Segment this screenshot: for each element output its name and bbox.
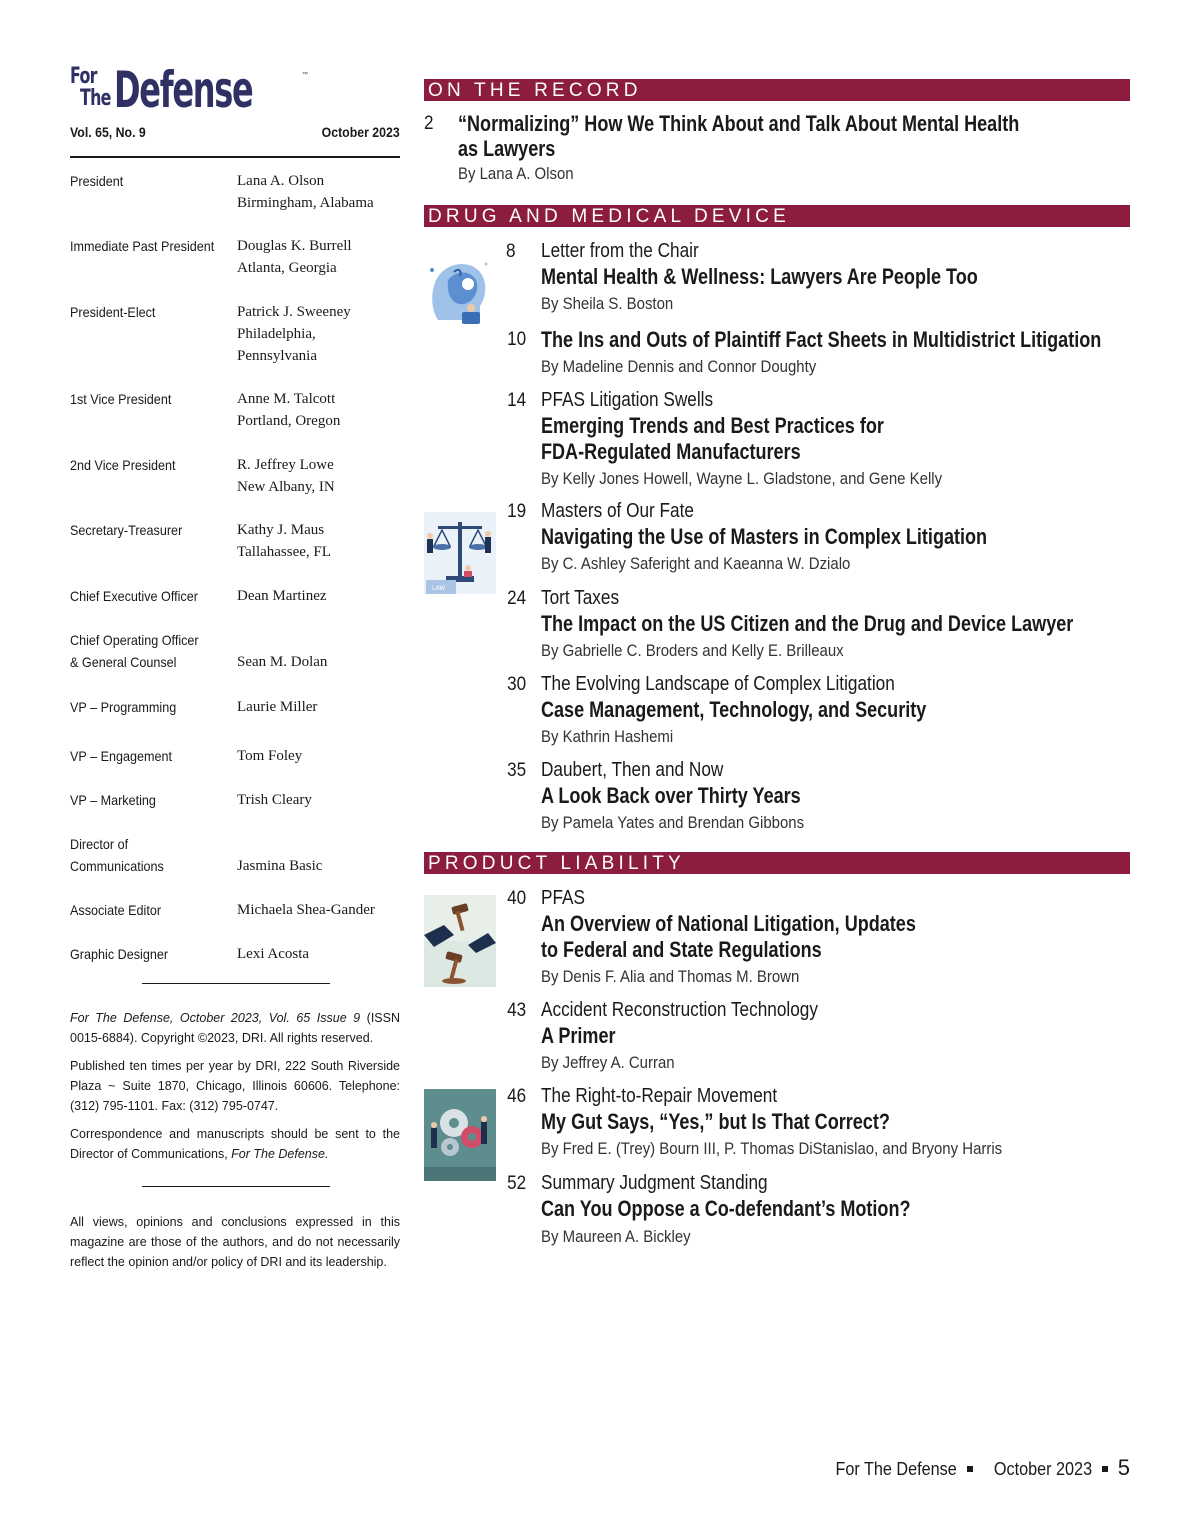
article-title: An Overview of National Litigation, Updates: [541, 911, 916, 936]
article-byline: By Jeffrey A. Curran: [541, 1053, 675, 1072]
footer-page-number: 5: [1117, 1455, 1130, 1480]
staff-names: Tom Foley: [237, 748, 303, 764]
page-footer: [700, 1455, 1130, 1481]
staff-names: Dean Martinez: [237, 588, 327, 604]
article-byline: By Fred E. (Trey) Bourn III, P. Thomas DiStanislao, and Bryony Harris: [541, 1139, 1003, 1158]
article-title: A Look Back over Thirty Years: [541, 783, 801, 808]
page-number: 19: [506, 501, 526, 522]
staff-names: Sean M. Dolan: [237, 654, 328, 670]
staff-role: Graphic Designer: [70, 946, 169, 962]
volume-number: Vol. 65, No. 9: [70, 124, 146, 140]
section-header-on-the-record: ON THE RECORD: [424, 79, 1130, 101]
article-kicker: Tort Taxes: [541, 587, 620, 609]
logo-defense: Defense: [114, 61, 253, 119]
article-byline: By Lana A. Olson: [458, 164, 574, 183]
article-kicker: PFAS: [541, 887, 585, 909]
article-byline: By Maureen A. Bickley: [541, 1227, 691, 1246]
staff-names: Patrick J. Sweeney Philadelphia, Pennsylvania: [237, 304, 351, 364]
page-number: 52: [506, 1173, 526, 1194]
staff-names: R. Jeffrey Lowe New Albany, IN: [237, 457, 335, 495]
article-title: “Normalizing” How We Think About and Talk About Mental Health: [458, 111, 1020, 136]
correspondence-info: Correspondence and manuscripts should be sent to the Director of Communications, For The Defense.: [70, 1127, 400, 1161]
staff-role: Associate Editor: [70, 902, 162, 918]
page-number: 24: [506, 588, 526, 609]
article-title: Emerging Trends and Best Practices for: [541, 413, 884, 438]
article-title: Navigating the Use of Masters in Complex Litigation: [541, 524, 988, 549]
logo-the: The: [80, 86, 111, 111]
page-number: 14: [506, 390, 526, 411]
article-title: to Federal and State Regulations: [541, 937, 822, 962]
staff-role: VP – Marketing: [70, 792, 156, 808]
article-byline: By C. Ashley Saferight and Kaeanna W. Dzialo: [541, 554, 851, 573]
footer-date: October 2023: [993, 1459, 1092, 1479]
volume-row: [70, 124, 400, 142]
page-number: 40: [506, 888, 526, 909]
article-byline: By Sheila S. Boston: [541, 294, 674, 313]
staff-role: Chief Operating Officer & General Counsel: [70, 632, 199, 670]
article-kicker: Masters of Our Fate: [541, 500, 694, 522]
staff-names: Douglas K. Burrell Atlanta, Georgia: [237, 238, 352, 276]
article-byline: By Madeline Dennis and Connor Doughty: [541, 357, 817, 376]
article-kicker: The Right-to-Repair Movement: [541, 1085, 778, 1107]
article-title: My Gut Says, “Yes,” but Is That Correct?: [541, 1109, 890, 1134]
page-number: 43: [506, 1000, 526, 1021]
article-title: A Primer: [541, 1023, 616, 1048]
bullet-separator: [1102, 1466, 1108, 1472]
staff-names: Lexi Acosta: [237, 946, 310, 962]
divider: [142, 1186, 330, 1187]
page-number: 46: [506, 1086, 526, 1107]
bullet-separator: [967, 1466, 973, 1472]
article-title: The Ins and Outs of Plaintiff Fact Sheets in Multidistrict Litigation: [541, 327, 1102, 352]
staff-names: Kathy J. Maus Tallahassee, FL: [237, 522, 331, 560]
issue-date: October 2023: [321, 124, 400, 140]
article-kicker: Accident Reconstruction Technology: [541, 999, 818, 1021]
article-kicker: Daubert, Then and Now: [541, 759, 724, 781]
article-title: as Lawyers: [458, 136, 556, 161]
staff-role: Director of Communications: [70, 836, 164, 874]
staff-role: Immediate Past President: [70, 238, 215, 254]
masthead-logo: [70, 61, 400, 122]
logo-trademark: ™: [302, 72, 308, 78]
footer-publication: For The Defense: [835, 1459, 957, 1479]
page-number: 30: [506, 674, 526, 695]
article-byline: By Gabrielle C. Broders and Kelly E. Brilleaux: [541, 641, 844, 660]
article-byline: By Kelly Jones Howell, Wayne L. Gladstone, and Gene Kelly: [541, 469, 943, 488]
article-title: Can You Oppose a Co-defendant’s Motion?: [541, 1196, 911, 1221]
article-kicker: PFAS Litigation Swells: [541, 389, 714, 411]
staff-names: Jasmina Basic: [237, 858, 323, 874]
law-book-label: LAW: [432, 585, 446, 592]
article-title: FDA-Regulated Manufacturers: [541, 439, 801, 464]
staff-role: President: [70, 173, 124, 189]
staff-role: VP – Engagement: [70, 748, 173, 764]
article-byline: By Kathrin Hashemi: [541, 727, 674, 746]
publication-info: Published ten times per year by DRI, 222 South Riverside Plaza ~ Suite 1870, Chicago, Illinois 60606. Telephone: (312) 795-1101. Fax: (312) 795-0747.: [70, 1059, 400, 1113]
article-byline: By Pamela Yates and Brendan Gibbons: [541, 813, 805, 832]
staff-role: President-Elect: [70, 304, 156, 320]
masthead-rule: [70, 156, 400, 158]
page-number: 10: [506, 329, 526, 350]
article-byline: By Denis F. Alia and Thomas M. Brown: [541, 967, 800, 986]
staff-role: VP – Programming: [70, 699, 177, 715]
gears-illustration: [424, 1089, 496, 1181]
article-title: The Impact on the US Citizen and the Drug and Device Lawyer: [541, 611, 1074, 636]
section-header-product-liability: PRODUCT LIABILITY: [424, 852, 1130, 874]
page-number: 2: [424, 113, 434, 134]
logo-for: For: [70, 64, 97, 89]
article-title: Case Management, Technology, and Security: [541, 697, 927, 722]
page-number: 8: [506, 241, 516, 262]
staff-role: Chief Executive Officer: [70, 588, 198, 604]
staff-names: Lana A. Olson Birmingham, Alabama: [237, 173, 374, 211]
staff-names: Michaela Shea-Gander: [237, 902, 375, 918]
article-kicker: The Evolving Landscape of Complex Litigation: [541, 673, 895, 695]
article-kicker: Letter from the Chair: [541, 240, 699, 262]
article-kicker: Summary Judgment Standing: [541, 1172, 768, 1194]
copyright-notice: For The Defense, October 2023, Vol. 65 Issue 9 (ISSN 0015-6884). Copyright ©2023, DRI. All rights reserved.: [70, 1011, 401, 1045]
gavel-illustration: [424, 895, 496, 987]
staff-names: Laurie Miller: [237, 699, 318, 715]
divider: [142, 983, 330, 984]
staff-names: Trish Cleary: [237, 792, 312, 808]
page-number: 35: [506, 760, 526, 781]
staff-role: 2nd Vice President: [70, 457, 176, 473]
staff-names: Anne M. Talcott Portland, Oregon: [237, 391, 341, 429]
article-title: Mental Health & Wellness: Lawyers Are People Too: [541, 264, 978, 289]
disclaimer: All views, opinions and conclusions expressed in this magazine are those of the authors, and do not necessarily reflect the opinion and/or policy of DRI and its leadership.: [70, 1215, 400, 1269]
staff-role: Secretary-Treasurer: [70, 522, 183, 538]
scales-of-justice-illustration: [424, 512, 496, 594]
staff-role: 1st Vice President: [70, 391, 172, 407]
section-header-drug-medical-device: DRUG AND MEDICAL DEVICE: [424, 205, 1130, 227]
